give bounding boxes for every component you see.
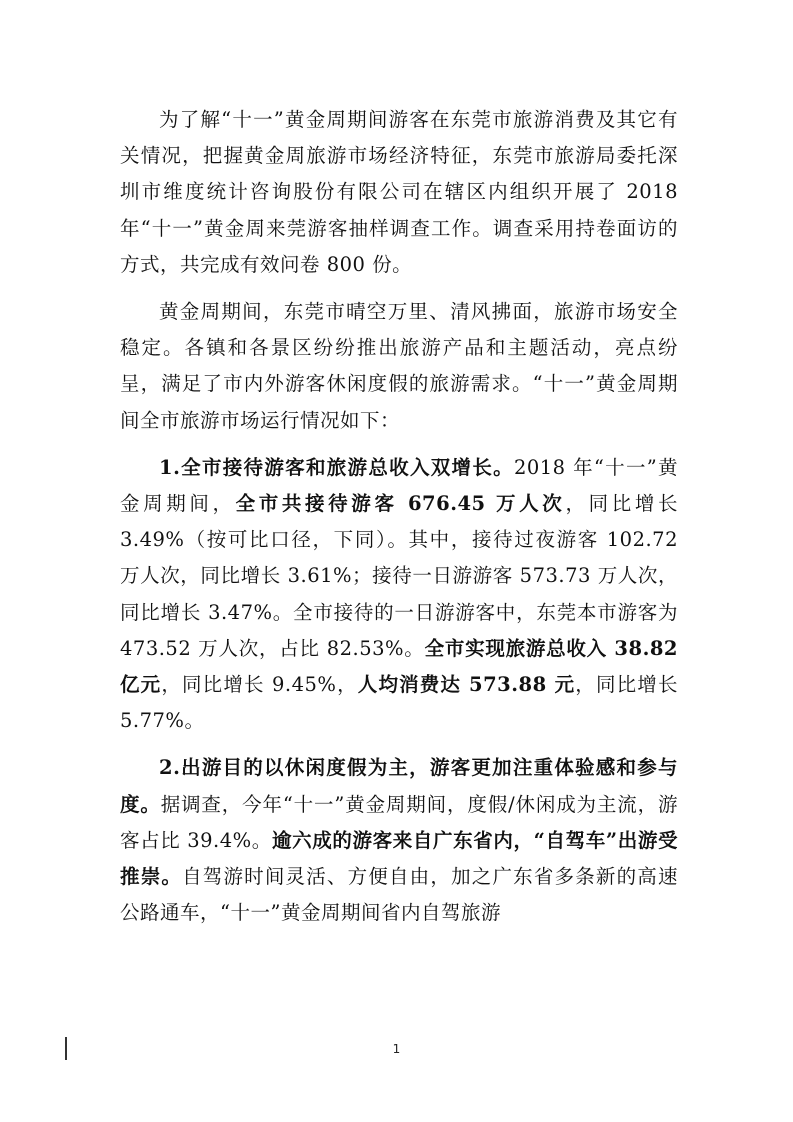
- paragraph-section-1: [120, 450, 678, 740]
- paragraph-overview: [120, 294, 678, 439]
- para2-text: 黄金周期间，东莞市晴空万里、清风拂面，旅游市场安全稳定。各镇和各景区纷纷推出旅游产品和主题活动，亮点纷呈，满足了市内外游客休闲度假的旅游需求。“十一”黄金周期间全市旅游市场运行情况如下：: [120, 300, 678, 432]
- section-1-text-d: ，同比增长 5.77%。: [120, 673, 678, 733]
- section-2-bold-self-drive: 逾六成的游客来自广东省内，“自驾车”出游受推崇。: [120, 828, 678, 889]
- section-1-text-c: ，同比增长 9.45%，: [161, 673, 358, 697]
- para1-text: 为了解“十一”黄金周期间游客在东莞市旅游消费及其它有关情况，把握黄金周旅游市场经济特征，东莞市旅游局委托深圳市维度统计咨询股份有限公司在辖区内组织开展了 2018 年“十一”黄金周来莞游客抽样调查工作。调查采用持卷面访的方式，共完成有效问卷 800 份。: [120, 108, 678, 276]
- paragraph-intro: [120, 102, 678, 283]
- section-2-text-b: 自驾游时间灵活、方便自由，加之广东省多条新的高速公路通车，“十一”黄金周期间省内自驾旅游: [120, 865, 678, 925]
- section-1-bold-visitors: 全市共接待游客 676.45 万人次: [235, 492, 566, 516]
- section-1-text-a: 2018 年“十一”黄金周期间，: [120, 455, 679, 516]
- section-2-heading: 2.出游目的以休闲度假为主，游客更加注重体验感和参与度。: [120, 756, 678, 816]
- page-number: 1: [392, 1042, 401, 1056]
- paragraph-section-2: [120, 750, 678, 931]
- section-1-text-b: ，同比增长 3.49%（按可比口径，下同）。其中，接待过夜游客 102.72 万人次，同比增长 3.61%；接待一日游游客 573.73 万人次，同比增长 3.47%。全市接待的一日游游客中，东莞本市游客为 473.52 万人次，占比 82.53%。: [120, 492, 678, 660]
- section-1-heading: 1.全市接待游客和旅游总收入双增长。: [159, 455, 514, 479]
- section-2-text-a: 据调查，今年“十一”黄金周期间，度假/休闲成为主流，游客占比 39.4%。: [120, 792, 678, 852]
- section-1-bold-per-capita: 人均消费达 573.88 元: [357, 673, 576, 697]
- document-body: [120, 102, 678, 931]
- section-1-bold-revenue: 全市实现旅游总收入 38.82 亿元: [120, 636, 678, 697]
